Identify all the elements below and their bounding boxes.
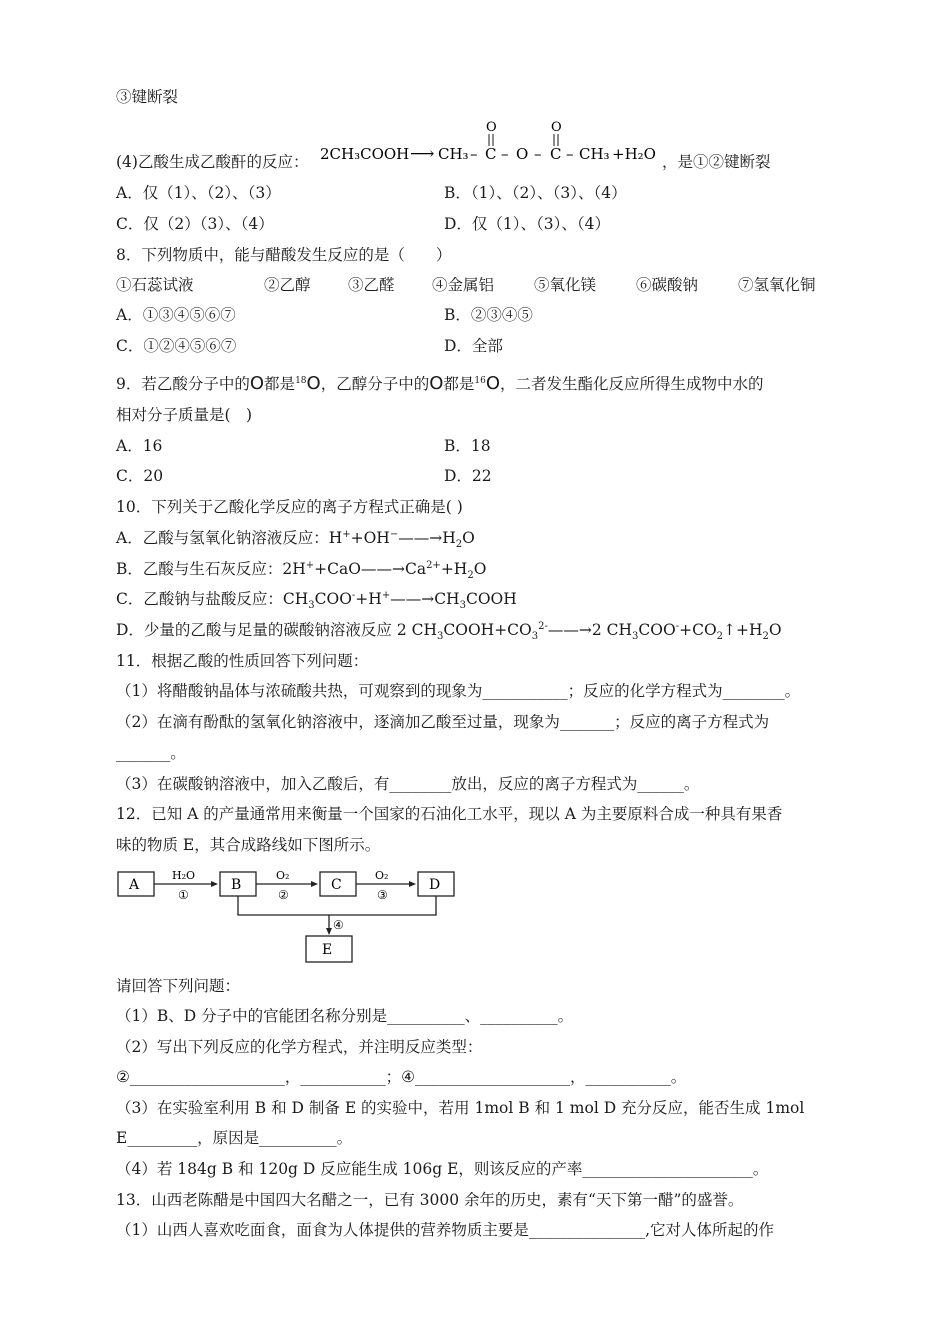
q8-option-d[interactable]: D．全部 [444,337,503,355]
q10-option-b[interactable]: B．乙酸与生石灰反应：$2H^++CaO——\to Ca^{2+}+H_2O$ [116,559,487,582]
eq-ch3-right: CH₃ [579,145,610,163]
q10-stem: 10．下列关于乙酸化学反应的离子方程式正确是( ) [116,498,463,516]
q8-item: ④金属铝 [432,276,495,294]
eq-dash: – [566,145,574,163]
q8-item: ③乙醛 [348,276,395,294]
label-d: D [429,877,441,893]
arrowhead [211,881,218,887]
q7-part4-label: (4)乙酸生成乙酸酐的反应： [116,153,309,171]
step-3: ③ [377,888,388,902]
arrowhead [311,881,318,887]
label-e: E [322,942,333,958]
q7-part4-tail: ，是①②键断裂 [662,153,771,171]
acetic-anhydride-equation [320,120,670,170]
q7-option-a[interactable]: A．仅（1）、（2）、（3） [116,184,281,202]
eq-carbon-2: C [550,145,562,163]
q11-part2-line2: _______。 [116,744,186,762]
eq-bridge-oxygen: O [516,145,529,163]
q8-option-c[interactable]: C．①②④⑤⑥⑦ [116,337,237,355]
q12-stem-line2: 味的物质 E，其合成路线如下图所示。 [116,836,381,854]
q9-option-a[interactable]: A．16 [116,437,163,455]
q7-part3-text: ③键断裂 [116,88,179,106]
q9-stem-line2: 相对分子质量是( ) [116,406,253,424]
eq-lhs: 2CH₃COOH [320,145,410,163]
q12-part3-line2: E_________，原因是__________。 [116,1129,353,1147]
connector-bd [238,896,436,915]
step-4: ④ [333,918,344,932]
q12-stem-line1: 12．已知 A 的产量通常用来衡量一个国家的石油化工水平，现以 A 为主要原料合成一种具有果香 [116,805,783,823]
eq-dash: – [534,145,542,163]
reagent-3: O₂ [375,869,389,882]
q9-option-d[interactable]: D．22 [444,467,492,485]
q8-item: ⑤氧化镁 [534,276,597,294]
q10-option-c[interactable]: C．乙酸钠与盐酸反应：$CH_3COO^-+H^+——\to CH_3COOH$ [116,589,517,612]
q8-option-b[interactable]: B．②③④⑤ [444,306,533,324]
q12-part3-line1: （3）在实验室利用 B 和 D 制备 E 的实验中，若用 1mol B 和 1 mol D 充分反应，能否生成 1mol [116,1099,805,1117]
q12-part4: （4）若 184g B 和 120g D 反应能生成 106g E，则该反应的产率______________________。 [116,1160,769,1178]
q11-part1: （1）将醋酸钠晶体与浓硫酸共热，可观察到的现象为___________；反应的化学方程式为________。 [116,682,801,700]
arrowhead [326,928,332,935]
q9-option-c[interactable]: C．20 [116,467,164,485]
eq-arrow: ⟶ [410,144,435,164]
q10-option-d[interactable]: D．少量的乙酸与足量的碳酸钠溶液反应 2 $CH_3COOH+CO_3^{2-}——\to 2$ $CH_3COO^-+CO_2↑+H_2O$ [116,620,782,643]
arrowhead [409,881,416,887]
label-c: C [331,877,342,893]
q8-items [116,274,816,296]
synthesis-route-diagram [114,862,464,968]
q9-option-b[interactable]: B．18 [444,437,491,455]
q13-part1: （1）山西人喜欢吃面食，面食为人体提供的营养物质主要是_______________,它对人体所起的作 [116,1221,775,1239]
q11-stem: 11．根据乙酸的性质回答下列问题： [116,652,369,670]
reagent-1: H₂O [172,869,196,882]
q13-stem: 13．山西老陈醋是中国四大名醋之一，已有 3000 余年的历史，素有“天下第一醋”的盛誉。 [116,1191,744,1209]
q7-option-d[interactable]: D．仅（1）、（3）、（4） [444,215,611,233]
q12-ask: 请回答下列问题： [116,977,241,995]
q12-part2: （2）写出下列反应的化学方程式，并注明反应类型： [116,1038,483,1056]
q8-item: ②乙醇 [264,276,311,294]
eq-water: +H₂O [612,145,656,163]
eq-carbon-1: C [485,145,497,163]
q10-option-a[interactable]: A．乙酸与氢氧化钠溶液反应：$H^++OH^-——\to H_2O$ [116,528,475,551]
label-b: B [231,877,242,893]
step-2: ② [278,888,289,902]
q12-part1: （1）B、D 分子中的官能团名称分别是__________、__________。 [116,1007,574,1025]
eq-carbonyl-oxygen-2: O [551,120,562,135]
eq-ch3-left: CH₃ [438,145,469,163]
q7-option-b[interactable]: B．（1）、（2）、（3）、（4） [444,184,627,202]
q8-item: ⑥碳酸钠 [636,276,699,294]
q8-item: ⑦氢氧化铜 [738,276,816,294]
q8-item: ①石蕊试液 [116,276,194,294]
eq-dash: – [470,145,478,163]
label-a: A [129,877,140,893]
q11-part2-line1: （2）在滴有酚酞的氢氧化钠溶液中，逐滴加乙酸至过量，现象为_______；反应的离子方程式为 [116,713,770,731]
eq-carbonyl-oxygen-1: O [486,120,497,135]
q8-option-a[interactable]: A．①③④⑤⑥⑦ [116,306,236,324]
eq-dash: – [501,145,509,163]
q7-option-c[interactable]: C．仅（2）（3）、（4） [116,215,274,233]
reagent-2: O₂ [276,869,290,882]
q9-stem-line1: 9．若乙酸分子中的O都是$^{18}$O，乙醇分子中的O都是$^{16}$O，二者发生酯化反应所得生成物中水的 [116,373,764,394]
q12-part2-answers: ②____________________，___________；④____________________，___________。 [116,1068,687,1086]
step-1: ① [178,888,189,902]
q11-part3: （3）在碳酸钠溶液中，加入乙酸后，有________放出，反应的离子方程式为______。 [116,775,700,793]
q8-stem: 8．下列物质中，能与醋酸发生反应的是（ ） [116,246,452,264]
